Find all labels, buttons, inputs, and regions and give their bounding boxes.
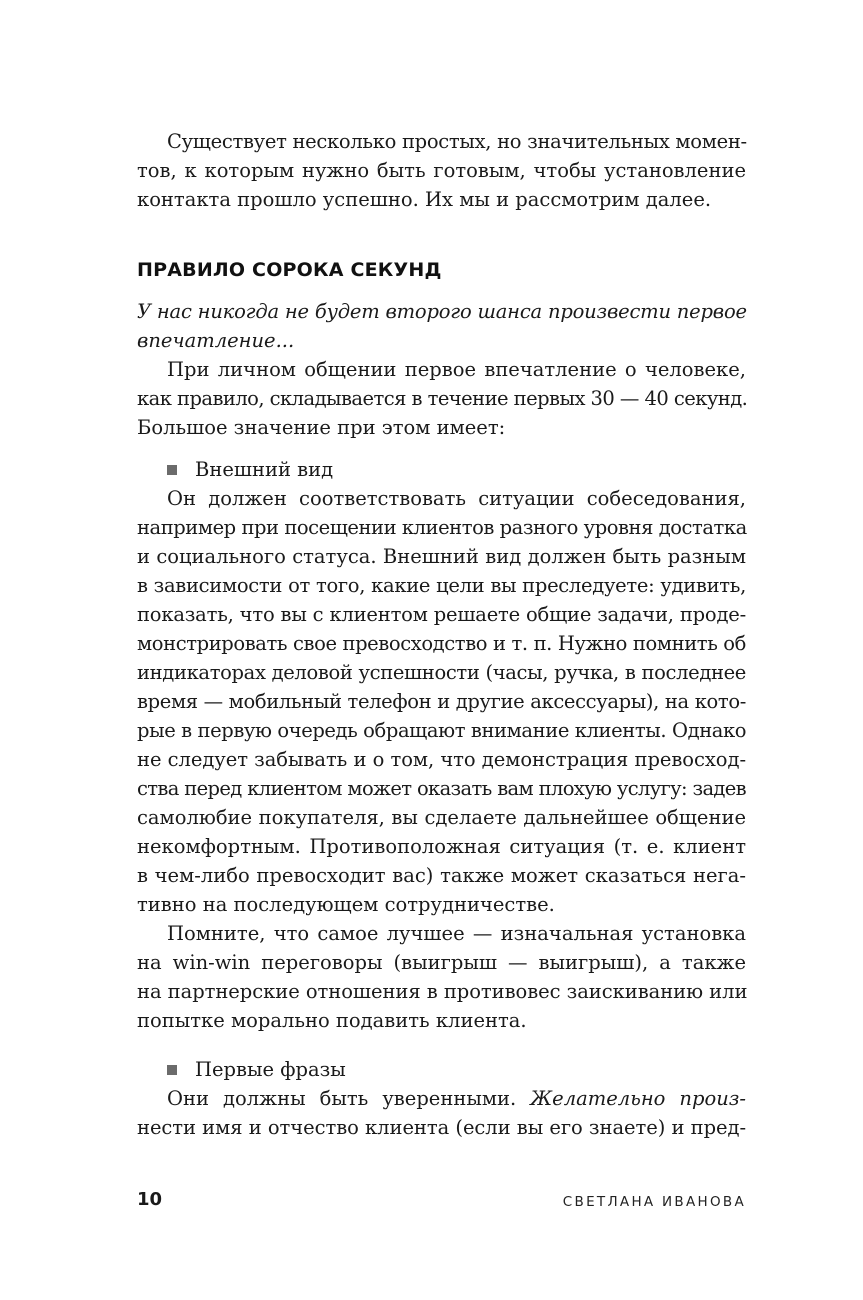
paragraph-line: попытке морально подавить клиента. [137,1009,527,1032]
paragraph-line: на win-win переговоры (выигрыш — выигрыш), а также [137,951,746,974]
intro-line: контакта прошло успешно. Их мы и рассмотрим далее. [137,188,712,211]
paragraph-line: показать, что вы с клиентом решаете общие задачи, проде- [137,603,746,626]
square-bullet-icon [167,1065,177,1075]
paragraph-line: При личном общении первое впечатление о человеке, [167,358,746,381]
paragraph-line: например при посещении клиентов разного уровня достатка [137,516,747,539]
paragraph-line: время — мобильный телефон и другие аксессуары), на кото- [137,690,746,713]
paragraph-line: Он должен соответствовать ситуации собеседования, [167,487,746,510]
bullet-item [167,455,333,484]
intro-line: тов, к которым нужно быть готовым, чтобы установление [137,159,746,182]
paragraph-line: и социального статуса. Внешний вид должен быть разным [137,545,746,568]
running-footer-author: СВЕТЛАНА ИВАНОВА [562,1194,746,1210]
paragraph-line: самолюбие покупателя, вы сделаете дальнейшее общение [137,806,746,829]
paragraph-line: Большое значение при этом имеет: [137,416,506,439]
section-title: ПРАВИЛО СОРОКА СЕКУНД [137,259,442,281]
bullet-label: Первые фразы [195,1058,346,1081]
bullet-label: Внешний вид [195,458,334,481]
paragraph-line: не следует забывать и о том, что демонстрация превосход- [137,748,746,771]
paragraph-line: в зависимости от того, какие цели вы преследуете: удивить, [137,574,746,597]
paragraph-line: на партнерские отношения в противовес заискиванию или [137,980,748,1003]
paragraph-line: некомфортным. Противоположная ситуация (т. е. клиент [137,835,746,858]
epigraph-line: впечатление... [137,329,295,352]
paragraph-line: монстрировать свое превосходство и т. п. Нужно помнить об [137,632,746,655]
square-bullet-icon [167,465,177,475]
paragraph-line: ства перед клиентом может оказать вам плохую услугу: задев [137,777,746,800]
paragraph-italic-text: Желательно произ- [530,1087,747,1110]
intro-line: Существует несколько простых, но значительных момен- [167,130,747,153]
paragraph-line: рые в первую очередь обращают внимание клиенты. Однако [137,719,747,742]
paragraph-line: тивно на последующем сотрудничестве. [137,893,555,916]
paragraph-line: в чем-либо превосходит вас) также может сказаться нега- [137,864,746,887]
paragraph-line: Помните, что самое лучшее — изначальная установка [167,922,746,945]
page-number: 10 [137,1189,163,1210]
bullet-item [167,1055,346,1084]
paragraph-line: как правило, складывается в течение первых 30 — 40 секунд. [137,387,748,410]
paragraph-line: нести имя и отчество клиента (если вы его знаете) и пред- [137,1116,746,1139]
paragraph-text: Они должны быть уверенными. [167,1087,531,1110]
epigraph-line: У нас никогда не будет второго шанса произвести первое [137,300,747,323]
paragraph-line [167,1084,746,1113]
paragraph-line: индикаторах деловой успешности (часы, ручка, в последнее [137,661,746,684]
